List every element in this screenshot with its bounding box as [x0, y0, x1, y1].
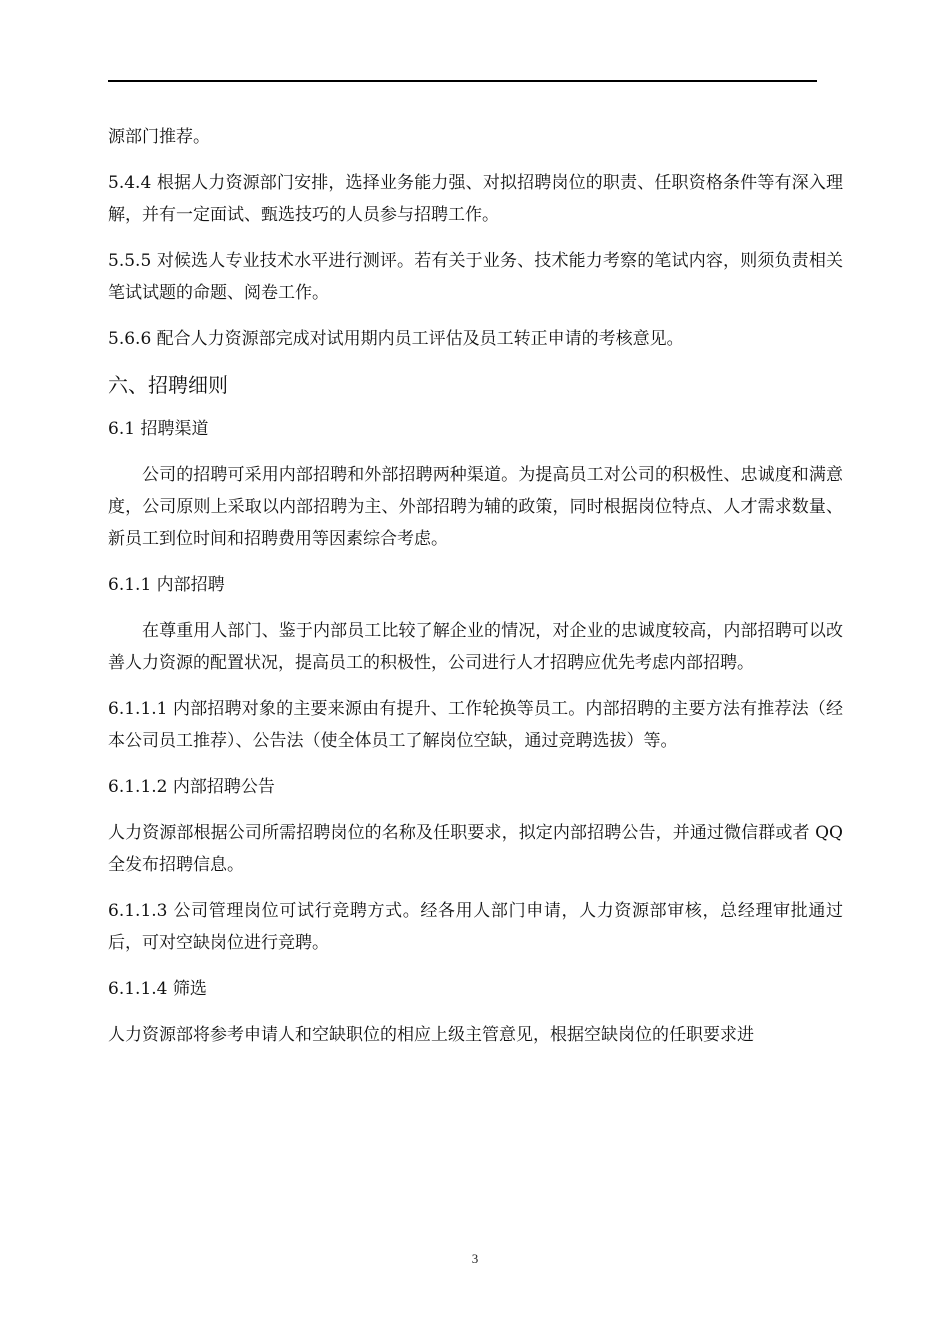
paragraph-screening: 人力资源部将参考申请人和空缺职位的相应上级主管意见，根据空缺岗位的任职要求进 — [108, 1025, 754, 1045]
paragraph-6-1-1-3: 6.1.1.3 公司管理岗位可试行竞聘方式。经各用人部门申请，人力资源部审核，总经理审批通过后，可对空缺岗位进行竞聘。 — [108, 901, 843, 953]
header-rule — [108, 80, 817, 82]
subheading-6-1-1-4: 6.1.1.4 筛选 — [108, 979, 207, 999]
paragraph-5-4-4: 5.4.4 根据人力资源部门安排，选择业务能力强、对拟招聘岗位的职责、任职资格条件等有深入理解，并有一定面试、甄选技巧的人员参与招聘工作。 — [108, 173, 843, 225]
subheading-6-1-1: 6.1.1 内部招聘 — [108, 575, 225, 595]
subheading-6-1: 6.1 招聘渠道 — [108, 419, 209, 439]
page-number: 3 — [471, 1251, 479, 1266]
paragraph-5-5-5: 5.5.5 对候选人专业技术水平进行测评。若有关于业务、技术能力考察的笔试内容，则须负责相关笔试试题的命题、阅卷工作。 — [108, 251, 843, 303]
paragraph-internal-recruitment: 在尊重用人部门、鉴于内部员工比较了解企业的情况，对企业的忠诚度较高，内部招聘可以改善人力资源的配置状况，提高员工的积极性，公司进行人才招聘应优先考虑内部招聘。 — [108, 621, 843, 673]
paragraph-6-1-1-1: 6.1.1.1 内部招聘对象的主要来源由有提升、工作轮换等员工。内部招聘的主要方法有推荐法（经本公司员工推荐）、公告法（使全体员工了解岗位空缺，通过竞聘选拔）等。 — [108, 699, 843, 751]
paragraph-internal-notice: 人力资源部根据公司所需招聘岗位的名称及任职要求，拟定内部招聘公告，并通过微信群或者 QQ 全发布招聘信息。 — [108, 823, 843, 875]
section-heading-recruitment-rules: 六、招聘细则 — [108, 373, 228, 397]
document-body — [108, 121, 843, 1065]
paragraph-dept-recommend: 源部门推荐。 — [108, 127, 210, 147]
paragraph-5-6-6: 5.6.6 配合人力资源部完成对试用期内员工评估及员工转正申请的考核意见。 — [108, 329, 684, 349]
paragraph-channels: 公司的招聘可采用内部招聘和外部招聘两种渠道。为提高员工对公司的积极性、忠诚度和满意度，公司原则上采取以内部招聘为主、外部招聘为辅的政策，同时根据岗位特点、人才需求数量、新员工到位时间和招聘费用等因素综合考虑。 — [108, 465, 843, 549]
subheading-6-1-1-2: 6.1.1.2 内部招聘公告 — [108, 777, 275, 797]
